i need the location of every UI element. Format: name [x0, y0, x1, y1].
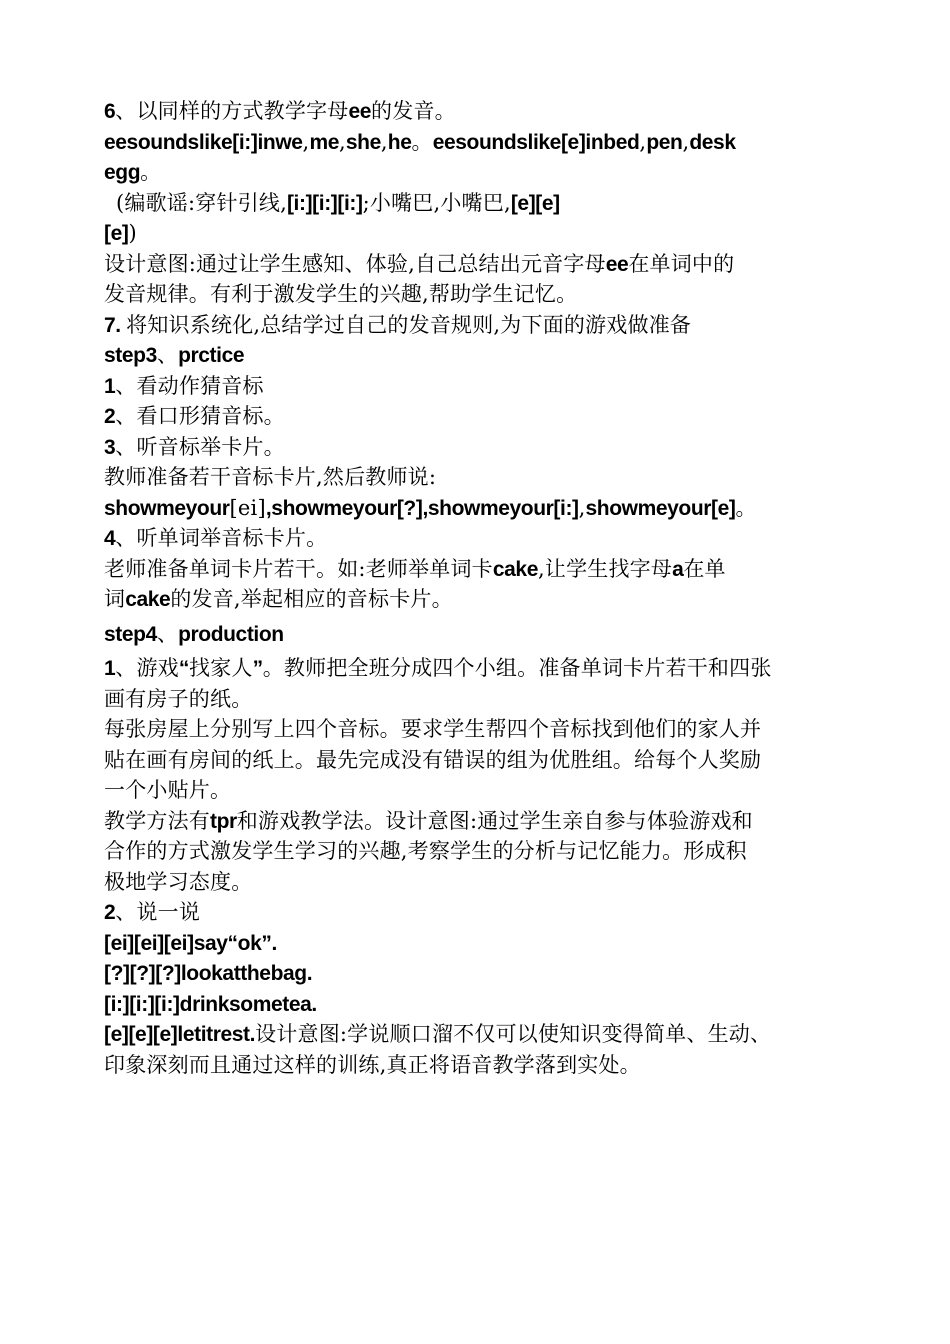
- text-run: ,: [682, 129, 690, 154]
- text-run: 每张房屋上分别写上四个音标。要求学生帮四个音标找到他们的家人并: [104, 717, 762, 741]
- text-run: ”: [252, 657, 263, 680]
- text-run: ,: [380, 129, 388, 154]
- text-run: 、: [156, 621, 179, 646]
- text-run: [ei][ei][ei]say“ok”.: [104, 931, 277, 955]
- text-run: desk: [689, 130, 736, 154]
- text-run: “: [178, 657, 189, 680]
- paragraph-line: [104, 584, 849, 615]
- text-run: 的发音。: [371, 99, 456, 123]
- paragraph-line: [104, 188, 849, 219]
- section-heading: [104, 340, 849, 371]
- text-run: production: [178, 622, 284, 646]
- text-run: 设计意图:通过让学生感知、体验,自己总结出元音字母: [104, 251, 606, 276]
- text-run: 将知识系统化,总结学过自己的发音规则,为下面的游戏做准备: [126, 312, 692, 337]
- text-run: 设计意图:学说顺口溜不仅可以使知识变得简单、生动、: [255, 1022, 772, 1046]
- paragraph-line: [104, 867, 849, 898]
- text-run: ,: [339, 129, 346, 154]
- text-run: eesoundslike[i:]inwe: [104, 130, 303, 154]
- list-item: [104, 897, 849, 928]
- paragraph-line: [104, 279, 849, 310]
- text-run: ee: [348, 100, 372, 123]
- list-number: 6: [104, 100, 116, 123]
- text-run: egg: [104, 161, 141, 184]
- paragraph-line: [104, 554, 849, 585]
- text-run: [ei]: [229, 495, 266, 520]
- text-run: [?][?][?]lookatthebag.: [104, 962, 313, 985]
- paragraph-line: [104, 684, 849, 715]
- text-run: ee: [605, 252, 629, 276]
- paragraph-line: [104, 96, 849, 127]
- text-run: cake: [492, 557, 538, 581]
- text-run: 印象深刻而且通过这样的训练,真正将语音教学落到实处。: [104, 1052, 641, 1077]
- text-run: she: [345, 130, 381, 154]
- text-run: me: [309, 130, 339, 154]
- text-run: 合作的方式激发学生学习的兴趣,考察学生的分析与记忆能力。形成积: [104, 839, 747, 863]
- text-run: tpr: [210, 809, 237, 833]
- list-item: [104, 371, 849, 402]
- text-run: 、看动作猜音标: [115, 373, 264, 398]
- text-run: 教师准备若干音标卡片,然后教师说:: [104, 465, 437, 489]
- paragraph-line: [104, 462, 849, 493]
- paragraph-line: [104, 493, 849, 524]
- text-run: 。: [735, 495, 757, 520]
- text-run: a: [672, 557, 684, 581]
- text-run: (编歌谣:穿针引线,: [116, 190, 287, 215]
- text-run: 找家人: [189, 656, 253, 680]
- text-run: 、说一说: [115, 900, 201, 924]
- list-number: 3: [104, 435, 116, 459]
- text-run: pen: [646, 130, 683, 154]
- list-item: [104, 432, 849, 463]
- text-run: eesoundslike[e]inbed: [432, 130, 640, 154]
- text-run: 。教师把全班分成四个小组。准备单词卡片若干和四张: [262, 656, 772, 680]
- paragraph-line: [104, 745, 849, 776]
- list-number: 1: [104, 657, 116, 680]
- text-run: 。: [411, 129, 433, 154]
- chant-line: [104, 928, 849, 959]
- text-run: 、: [156, 343, 179, 367]
- text-run: 老师准备单词卡片若干。如:老师举单词卡: [104, 556, 493, 581]
- paragraph-line: [104, 310, 849, 341]
- chant-line: [104, 958, 849, 989]
- text-run: 在单: [683, 556, 726, 581]
- paragraph-line: [104, 218, 849, 249]
- text-run: 画有房子的纸。: [104, 686, 253, 711]
- text-run: ): [128, 221, 137, 245]
- text-run: 、以同样的方式教学字母: [115, 99, 349, 123]
- text-run: 贴在画有房间的纸上。最先完成没有错误的组为优胜组。给每个人奖励: [104, 747, 762, 772]
- text-run: ,: [302, 129, 310, 154]
- text-run: step4: [104, 622, 157, 646]
- text-run: 发音规律。有利于激发学生的兴趣,帮助学生记忆。: [104, 282, 578, 306]
- text-run: [e][e]: [510, 191, 560, 215]
- text-run: ,: [578, 495, 586, 520]
- paragraph-line: [104, 1050, 849, 1081]
- text-run: 、听单词举音标卡片。: [115, 526, 328, 550]
- text-run: 极地学习态度。: [104, 869, 253, 894]
- paragraph-line: [104, 249, 849, 280]
- text-run: ,让学生找字母: [538, 556, 673, 581]
- list-item: [104, 523, 849, 554]
- text-run: [i:][i:][i:]drinksometea.: [104, 992, 317, 1016]
- text-run: 。: [140, 160, 162, 184]
- list-number: 7.: [104, 313, 127, 337]
- paragraph-line: [104, 806, 849, 837]
- list-number: 2: [104, 901, 116, 924]
- text-run: ;小嘴巴,小嘴巴,: [362, 190, 511, 215]
- text-run: prctice: [178, 344, 245, 367]
- paragraph-line: [104, 775, 849, 806]
- section-heading: [104, 619, 849, 650]
- paragraph-line: [104, 127, 849, 158]
- text-run: 一个小贴片。: [104, 778, 232, 802]
- list-number: 1: [104, 374, 116, 398]
- document-page: [104, 96, 849, 1080]
- text-run: 、游戏: [115, 656, 179, 680]
- text-run: 在单词中的: [628, 251, 735, 276]
- text-run: showmeyour[e]: [585, 496, 736, 520]
- text-run: showmeyour: [104, 496, 230, 520]
- text-run: 、看口形猜音标。: [115, 404, 285, 428]
- list-item: [104, 653, 849, 684]
- text-run: 和游戏教学法。设计意图:通过学生亲自参与体验游戏和: [236, 808, 753, 833]
- text-run: he: [387, 130, 412, 154]
- text-run: 的发音,举起相应的音标卡片。: [170, 587, 453, 611]
- list-item: [104, 401, 849, 432]
- text-run: 教学方法有: [104, 808, 210, 833]
- list-number: 2: [104, 405, 116, 428]
- text-run: ,: [639, 129, 647, 154]
- chant-line: [104, 989, 849, 1020]
- paragraph-line: [104, 157, 849, 188]
- list-number: 4: [104, 527, 116, 550]
- text-run: [e]: [104, 222, 129, 245]
- text-run: [e][e][e]letitrest.: [104, 1023, 256, 1046]
- text-run: ,showmeyour[?],showmeyour[i:]: [265, 496, 579, 520]
- text-run: 、听音标举卡片。: [115, 434, 285, 459]
- text-run: [i:][i:][i:]: [286, 191, 363, 215]
- paragraph-line: [104, 714, 849, 745]
- text-run: cake: [125, 588, 171, 611]
- text-run: 词: [104, 587, 126, 611]
- chant-line: [104, 1019, 849, 1050]
- text-run: step3: [104, 344, 157, 367]
- paragraph-line: [104, 836, 849, 867]
